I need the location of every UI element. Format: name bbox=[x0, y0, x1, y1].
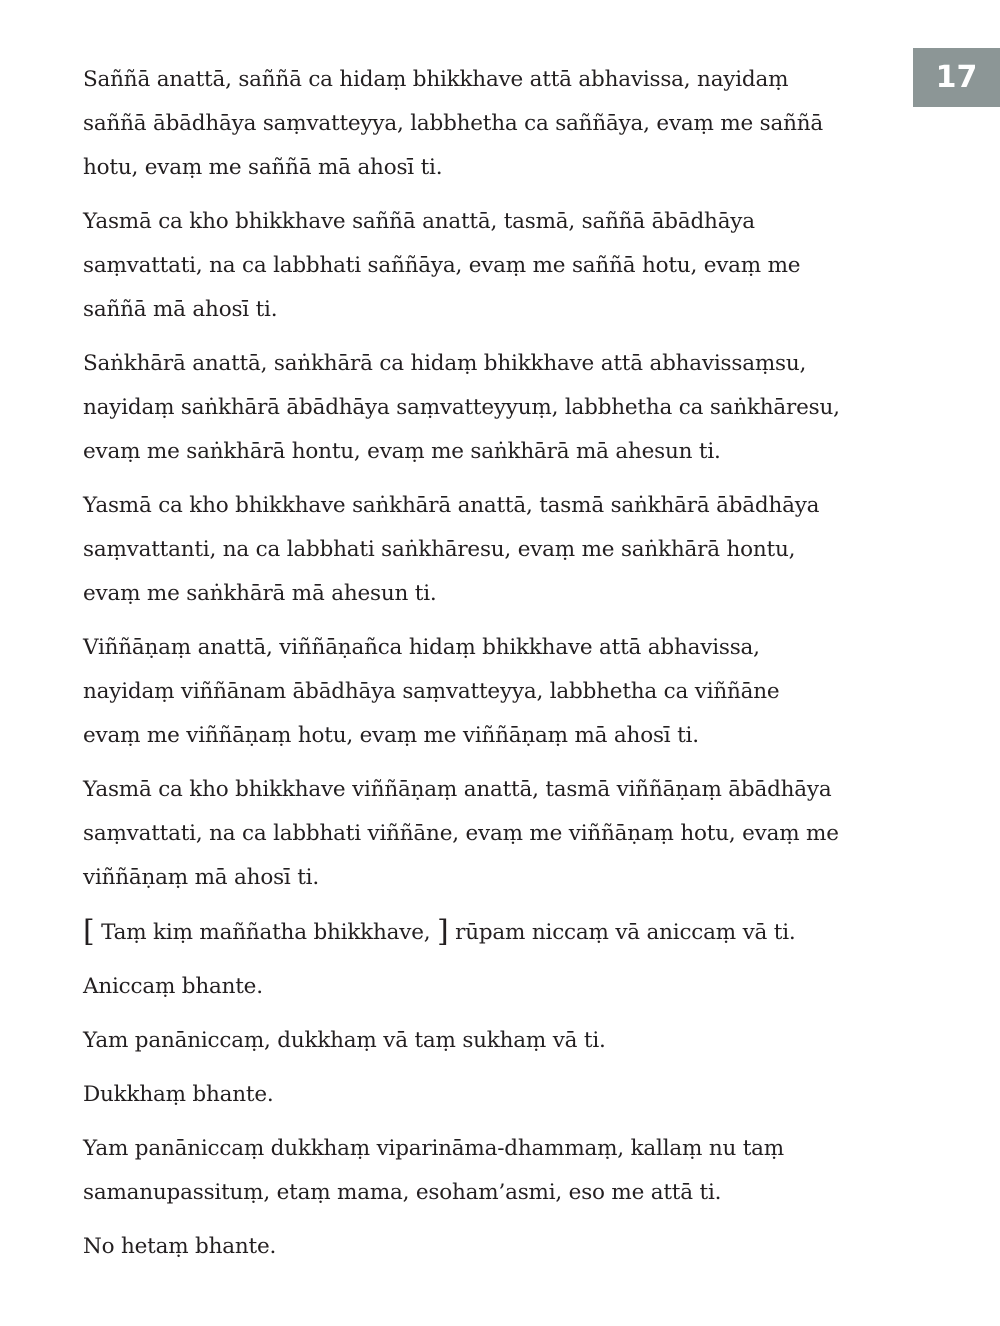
text-line bbox=[83, 910, 863, 955]
text-line: Yasmā ca kho bhikkhave viññāṇaṃ anattā, tasmā viññāṇaṃ ābādhāya bbox=[83, 777, 832, 802]
text-line: Saññā anattā, saññā ca hidaṃ bhikkhave attā abhavissa, nayidaṃ bbox=[83, 67, 789, 92]
text-line: saññā ābādhāya saṃvatteyya, labbhetha ca saññāya, evaṃ me saññā bbox=[83, 111, 824, 136]
text-line: saññā mā ahosī ti. bbox=[83, 297, 278, 322]
paragraph bbox=[83, 484, 863, 616]
question-line bbox=[83, 910, 863, 955]
text-line: No hetaṃ bhante. bbox=[83, 1234, 277, 1259]
text-line: saṃvattanti, na ca labbhati saṅkhāresu, evaṃ me saṅkhārā hontu, bbox=[83, 537, 796, 562]
answer-line bbox=[83, 1073, 863, 1117]
text-line: Yam panāniccaṃ, dukkhaṃ vā taṃ sukhaṃ vā ti. bbox=[83, 1028, 606, 1053]
text-line: Yam panāniccaṃ dukkhaṃ viparināma-dhammaṃ, kallaṃ nu taṃ bbox=[83, 1136, 784, 1161]
text-line: nayidaṃ viññānam ābādhāya saṃvatteyya, labbhetha ca viññāne bbox=[83, 679, 780, 704]
text-line: saṃvattati, na ca labbhati viññāne, evaṃ me viññāṇaṃ hotu, evaṃ me bbox=[83, 821, 839, 846]
bracketed-phrase: Taṃ kiṃ maññatha bhikkhave, bbox=[94, 920, 437, 945]
paragraph bbox=[83, 200, 863, 332]
text-line: evaṃ me viññāṇaṃ hotu, evaṃ me viññāṇaṃ mā ahosī ti. bbox=[83, 723, 699, 748]
open-bracket: [ bbox=[83, 914, 95, 949]
text-line: Viññāṇaṃ anattā, viññāṇañca hidaṃ bhikkhave attā abhavissa, bbox=[83, 635, 760, 660]
paragraph bbox=[83, 58, 863, 190]
question-line bbox=[83, 1019, 863, 1063]
question-rest: rūpam niccaṃ vā aniccaṃ vā ti. bbox=[448, 920, 796, 945]
page-body bbox=[83, 58, 863, 1279]
text-line: Yasmā ca kho bhikkhave saṅkhārā anattā, tasmā saṅkhārā ābādhāya bbox=[83, 493, 820, 518]
paragraph bbox=[83, 626, 863, 758]
text-line: Saṅkhārā anattā, saṅkhārā ca hidaṃ bhikkhave attā abhavissaṃsu, bbox=[83, 351, 807, 376]
text-line: saṃvattati, na ca labbhati saññāya, evaṃ me saññā hotu, evaṃ me bbox=[83, 253, 801, 278]
text-line: hotu, evaṃ me saññā mā ahosī ti. bbox=[83, 155, 443, 180]
text-line: Yasmā ca kho bhikkhave saññā anattā, tasmā, saññā ābādhāya bbox=[83, 209, 755, 234]
text-line: nayidaṃ saṅkhārā ābādhāya saṃvatteyyuṃ, labbhetha ca saṅkhāresu, bbox=[83, 395, 840, 420]
text-line: evaṃ me saṅkhārā mā ahesun ti. bbox=[83, 581, 437, 606]
text-line: evaṃ me saṅkhārā hontu, evaṃ me saṅkhārā mā ahesun ti. bbox=[83, 439, 721, 464]
paragraph bbox=[83, 342, 863, 474]
text-line: Aniccaṃ bhante. bbox=[83, 974, 263, 999]
page-number: 17 bbox=[935, 60, 978, 95]
text-line: samanupassituṃ, etaṃ mama, esoham’asmi, eso me attā ti. bbox=[83, 1180, 722, 1205]
page-number-badge bbox=[913, 48, 1000, 107]
paragraph bbox=[83, 768, 863, 900]
text-line: Dukkhaṃ bhante. bbox=[83, 1082, 274, 1107]
answer-line bbox=[83, 1225, 863, 1269]
close-bracket: ] bbox=[437, 914, 449, 949]
question-line bbox=[83, 1127, 863, 1215]
answer-line bbox=[83, 965, 863, 1009]
text-line: viññāṇaṃ mā ahosī ti. bbox=[83, 865, 319, 890]
